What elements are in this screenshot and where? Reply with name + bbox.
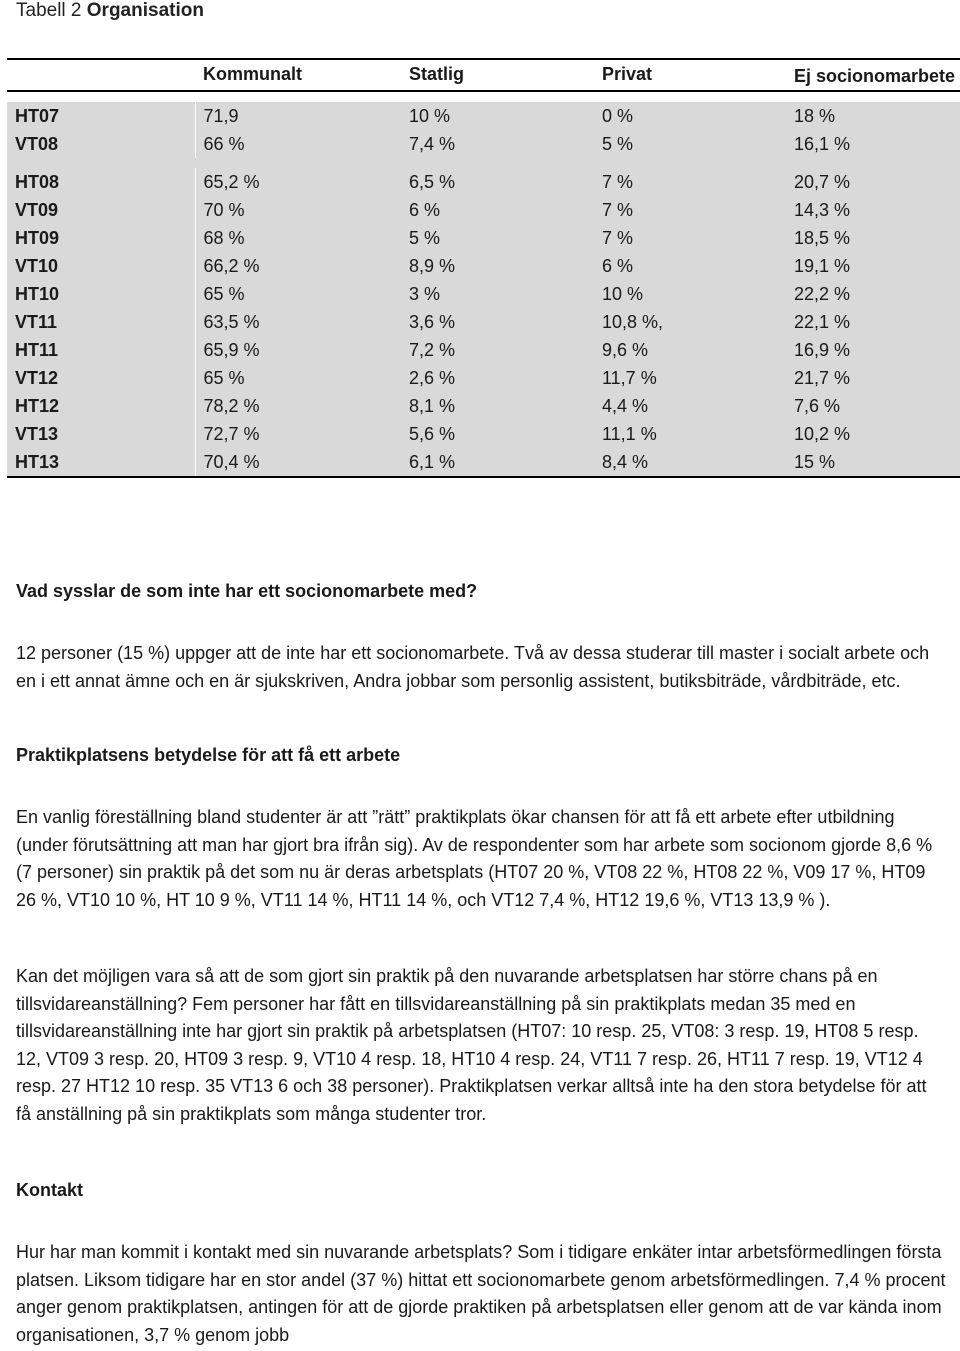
header-privat: Privat [594, 59, 786, 91]
cell-privat: 11,1 % [594, 420, 786, 448]
cell-kommunalt: 68 % [195, 224, 401, 252]
cell-ej: 18,5 % [786, 224, 960, 252]
cell-term: VT12 [7, 364, 195, 392]
cell-term: HT12 [7, 392, 195, 420]
cell-statlig: 2,6 % [401, 364, 594, 392]
cell-term: VT10 [7, 252, 195, 280]
cell-term: HT08 [7, 168, 195, 196]
cell-statlig: 10 % [401, 102, 594, 130]
cell-privat: 7 % [594, 196, 786, 224]
cell-kommunalt: 78,2 % [195, 392, 401, 420]
cell-privat: 7 % [594, 224, 786, 252]
cell-term: VT09 [7, 196, 195, 224]
cell-kommunalt: 66,2 % [195, 252, 401, 280]
cell-ej: 18 % [786, 102, 960, 130]
table-row [7, 130, 960, 158]
cell-ej: 15 % [786, 448, 960, 477]
cell-kommunalt: 65 % [195, 364, 401, 392]
table-row [7, 448, 960, 477]
table-header-row [7, 59, 960, 91]
cell-kommunalt: 70 % [195, 196, 401, 224]
table-row [7, 196, 960, 224]
question-answer-paragraph: 12 personer (15 %) uppger att de inte har ett socionomarbete. Två av dessa studerar till master i socialt arbete och en i ett annat ämne och en är sjukskriven, Andra jobbar som personlig assistent, butiksbiträde, vårdbiträde, etc. [16, 643, 930, 691]
cell-term: HT09 [7, 224, 195, 252]
cell-term: VT11 [7, 308, 195, 336]
section-heading-kontakt: Kontakt [16, 1180, 83, 1200]
cell-statlig: 6,1 % [401, 448, 594, 477]
table-row [7, 308, 960, 336]
header-ej-socionomarbete: Ej socionomarbete [786, 59, 960, 91]
cell-privat: 4,4 % [594, 392, 786, 420]
cell-term: HT11 [7, 336, 195, 364]
cell-term: HT07 [7, 102, 195, 130]
cell-privat: 7 % [594, 168, 786, 196]
cell-kommunalt: 63,5 % [195, 308, 401, 336]
table-row [7, 280, 960, 308]
cell-ej: 22,2 % [786, 280, 960, 308]
cell-statlig: 5,6 % [401, 420, 594, 448]
cell-ej: 20,7 % [786, 168, 960, 196]
cell-term: VT13 [7, 420, 195, 448]
cell-statlig: 3,6 % [401, 308, 594, 336]
cell-kommunalt: 70,4 % [195, 448, 401, 477]
cell-statlig: 6,5 % [401, 168, 594, 196]
question-heading: Vad sysslar de som inte har ett socionomarbete med? [16, 581, 478, 601]
table-caption [16, 0, 204, 22]
cell-statlig: 8,9 % [401, 252, 594, 280]
cell-statlig: 8,1 % [401, 392, 594, 420]
section-heading-praktikplats: Praktikplatsens betydelse för att få ett arbete [16, 745, 401, 765]
cell-statlig: 6 % [401, 196, 594, 224]
caption-title: Organisation [86, 0, 204, 21]
paragraph-kontakt: Hur har man kommit i kontakt med sin nuvarande arbetsplats? Som i tidigare enkäter intar arbetsförmedlingen första platsen. Liksom tidigare har en stor andel (37 %) hittat ett socionomarbete genom arbetsförmedlingen. 7,4 % procent anger genom praktikplatsen, antingen för att de gjorde praktiken på arbetsplatsen eller genom att de var kända inom organisationen, 3,7 % genom jobb [16, 1242, 946, 1345]
paragraph-praktikplats-2: Kan det möjligen vara så att de som gjort sin praktik på den nuvarande arbetsplatsen har större chans på en tillsvidareanställning? Fem personer har fått en tillsvidareanställning på sin praktikplats medan 35 med en tillsvidareanställning inte har gjort sin praktik på arbetsplatsen (HT07: 10 resp. 25, VT08: 3 resp. 19, HT08 5 resp. 12, VT09 3 resp. 20, HT09 3 resp. 9, VT10 4 resp. 18, HT10 4 resp. 24, VT11 7 resp. 26, HT11 7 resp. 19, VT12 4 resp. 27 HT12 10 resp. 35 VT13 6 och 38 personer). Praktikplatsen verkar alltså inte ha den stora betydelse för att få anställning på sin praktikplats som många studenter tror. [16, 966, 927, 1124]
cell-ej: 21,7 % [786, 364, 960, 392]
cell-kommunalt: 66 % [195, 130, 401, 158]
table-row [7, 168, 960, 196]
paragraph-praktikplats-1: En vanlig föreställning bland studenter är att ”rätt” praktikplats ökar chansen för att få ett arbete efter utbildning (under förutsättning att man har gjort bra ifrån sig). Av de respondenter som har arbete som socionom gjorde 8,6 % (7 personer) sin praktik på det som nu är deras arbetsplats (HT07 20 %, VT08 22 %, HT08 22 %, V09 17 %, HT09 26 %, VT10 10 %, HT 10 9 %, VT11 14 %, HT11 14 %, och VT12 7,4 %, HT12 19,6 %, VT13 13,9 % ). [16, 807, 933, 910]
organisation-table [7, 58, 960, 478]
cell-kommunalt: 65,9 % [195, 336, 401, 364]
cell-privat: 0 % [594, 102, 786, 130]
cell-ej: 16,1 % [786, 130, 960, 158]
table-row [7, 252, 960, 280]
cell-privat: 9,6 % [594, 336, 786, 364]
header-kommunalt: Kommunalt [195, 59, 401, 91]
table-row [7, 364, 960, 392]
table-row [7, 224, 960, 252]
header-statlig: Statlig [401, 59, 594, 91]
header-empty [7, 59, 195, 91]
table-row [7, 102, 960, 130]
cell-ej: 16,9 % [786, 336, 960, 364]
cell-privat: 5 % [594, 130, 786, 158]
cell-term: HT13 [7, 448, 195, 477]
cell-term: VT08 [7, 130, 195, 158]
cell-ej: 7,6 % [786, 392, 960, 420]
cell-kommunalt: 71,9 [195, 102, 401, 130]
cell-kommunalt: 72,7 % [195, 420, 401, 448]
cell-term: HT10 [7, 280, 195, 308]
table-row [7, 392, 960, 420]
cell-kommunalt: 65 % [195, 280, 401, 308]
cell-ej: 19,1 % [786, 252, 960, 280]
cell-ej: 22,1 % [786, 308, 960, 336]
cell-statlig: 3 % [401, 280, 594, 308]
cell-statlig: 5 % [401, 224, 594, 252]
cell-statlig: 7,2 % [401, 336, 594, 364]
cell-privat: 11,7 % [594, 364, 786, 392]
cell-privat: 8,4 % [594, 448, 786, 477]
cell-ej: 10,2 % [786, 420, 960, 448]
cell-statlig: 7,4 % [401, 130, 594, 158]
cell-privat: 10 % [594, 280, 786, 308]
cell-privat: 10,8 %, [594, 308, 786, 336]
cell-kommunalt: 65,2 % [195, 168, 401, 196]
cell-privat: 6 % [594, 252, 786, 280]
caption-prefix: Tabell 2 [16, 0, 87, 21]
cell-ej: 14,3 % [786, 196, 960, 224]
table-row [7, 420, 960, 448]
table-row [7, 336, 960, 364]
